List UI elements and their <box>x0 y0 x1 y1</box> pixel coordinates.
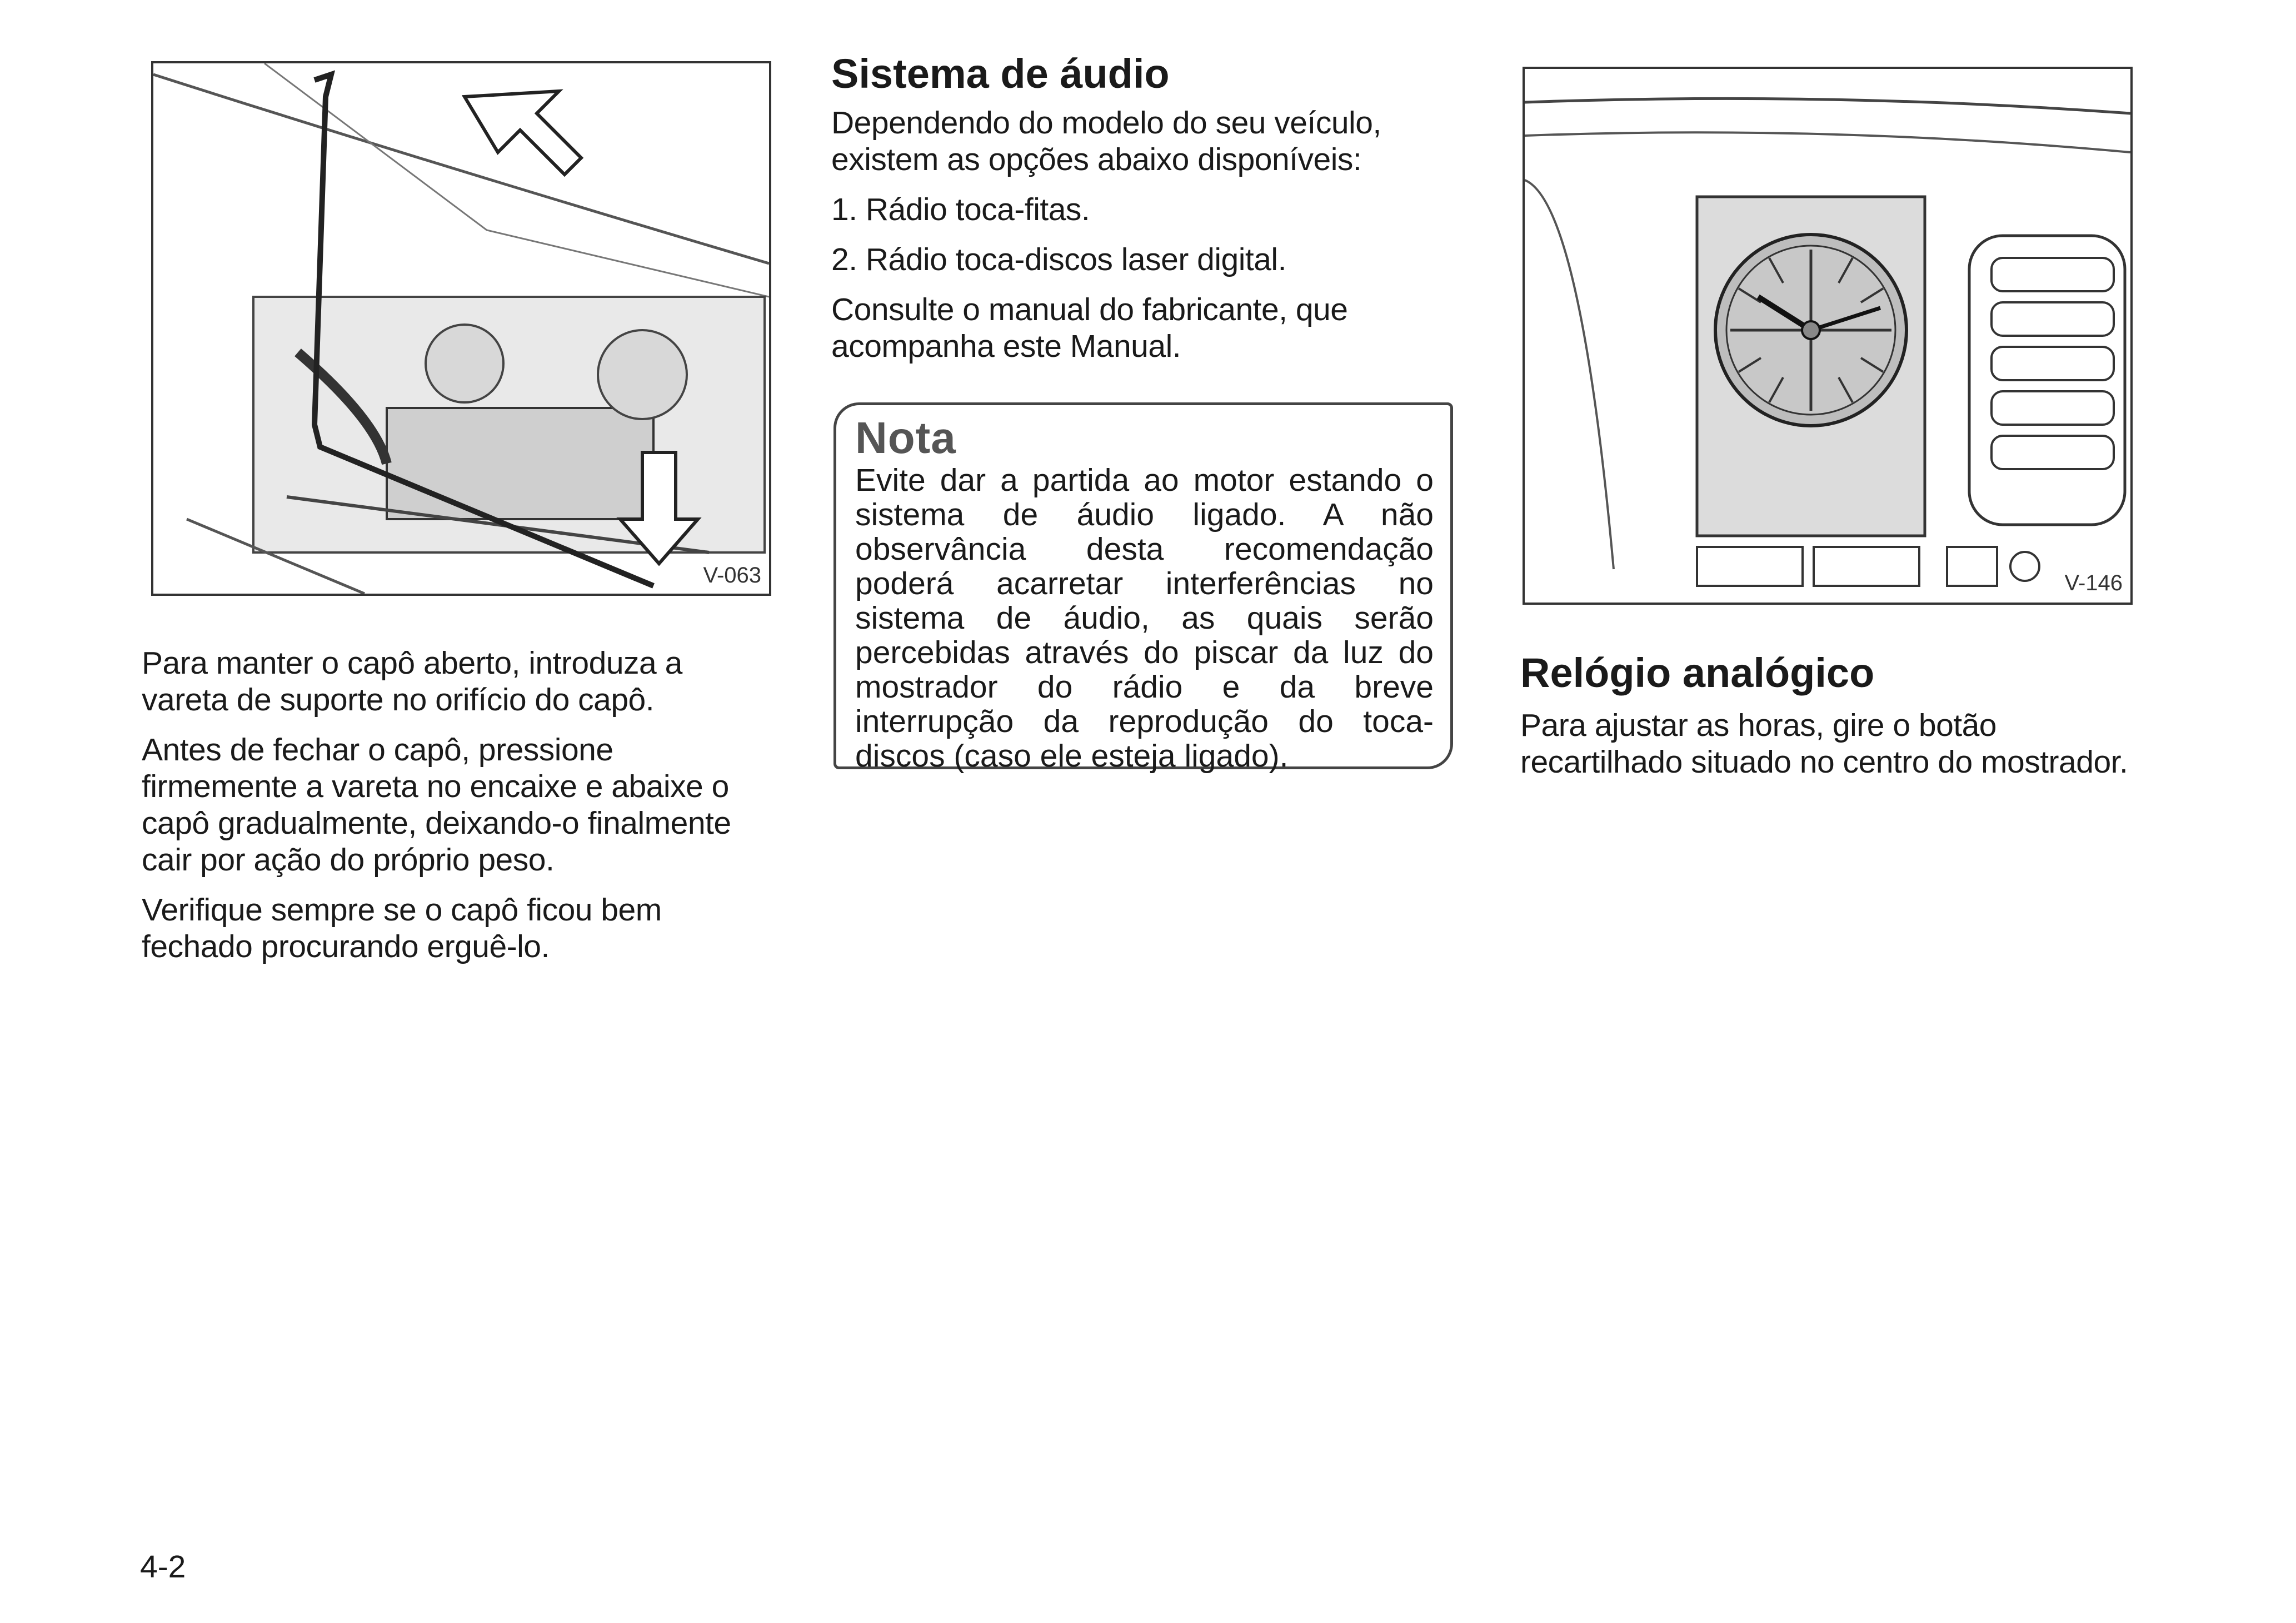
audio-item-1: 1. Rádio toca-fitas. <box>831 192 1090 227</box>
clock-section <box>1520 648 2137 794</box>
nota-box <box>833 402 1453 774</box>
page-number: 4-2 <box>140 1549 186 1585</box>
clock-heading: Relógio analógico <box>1520 650 1875 696</box>
clock-text: Para ajustar as horas, gire o botão recartilhado situado no centro do mostrador. <box>1520 708 2128 780</box>
audio-heading: Sistema de áudio <box>831 51 1170 97</box>
nota-text: Evite dar a partida ao motor estando o sistema de áudio ligado. A não observância desta recomendação poderá acarretar interferências no sistema de áudio, as quais serão percebidas através do piscar da luz do mostrador do rádio e da breve interrupção da reprodução do toca-discos (caso ele esteja ligado). <box>855 462 1434 774</box>
audio-item-2: 2. Rádio toca-discos laser digital. <box>831 242 1286 277</box>
hood-open-paragraph: Para manter o capô aberto, introduza a vareta de suporte no orifício do capô. <box>142 645 682 718</box>
audio-section <box>831 49 1459 378</box>
hood-close-paragraph: Antes de fechar o capô, pressione firmemente a vareta no encaixe e abaixe o capô gradualmente, deixando-o finalmente cair por ação do próprio peso. <box>142 732 731 878</box>
audio-outro: Consulte o manual do fabricante, que acompanha este Manual. <box>831 292 1348 364</box>
engine-hood-figure <box>151 61 771 596</box>
audio-intro: Dependendo do modelo do seu veículo, existem as opções abaixo disponíveis: <box>831 105 1381 177</box>
figure-label-v146: V-146 <box>2064 571 2123 595</box>
figure-label-v063: V-063 <box>703 563 761 588</box>
hood-check-paragraph: Verifique sempre se o capô ficou bem fechado procurando erguê-lo. <box>142 892 662 964</box>
left-text <box>142 645 775 978</box>
nota-title: Nota <box>855 413 956 462</box>
clock-dashboard-figure <box>1523 67 2133 605</box>
